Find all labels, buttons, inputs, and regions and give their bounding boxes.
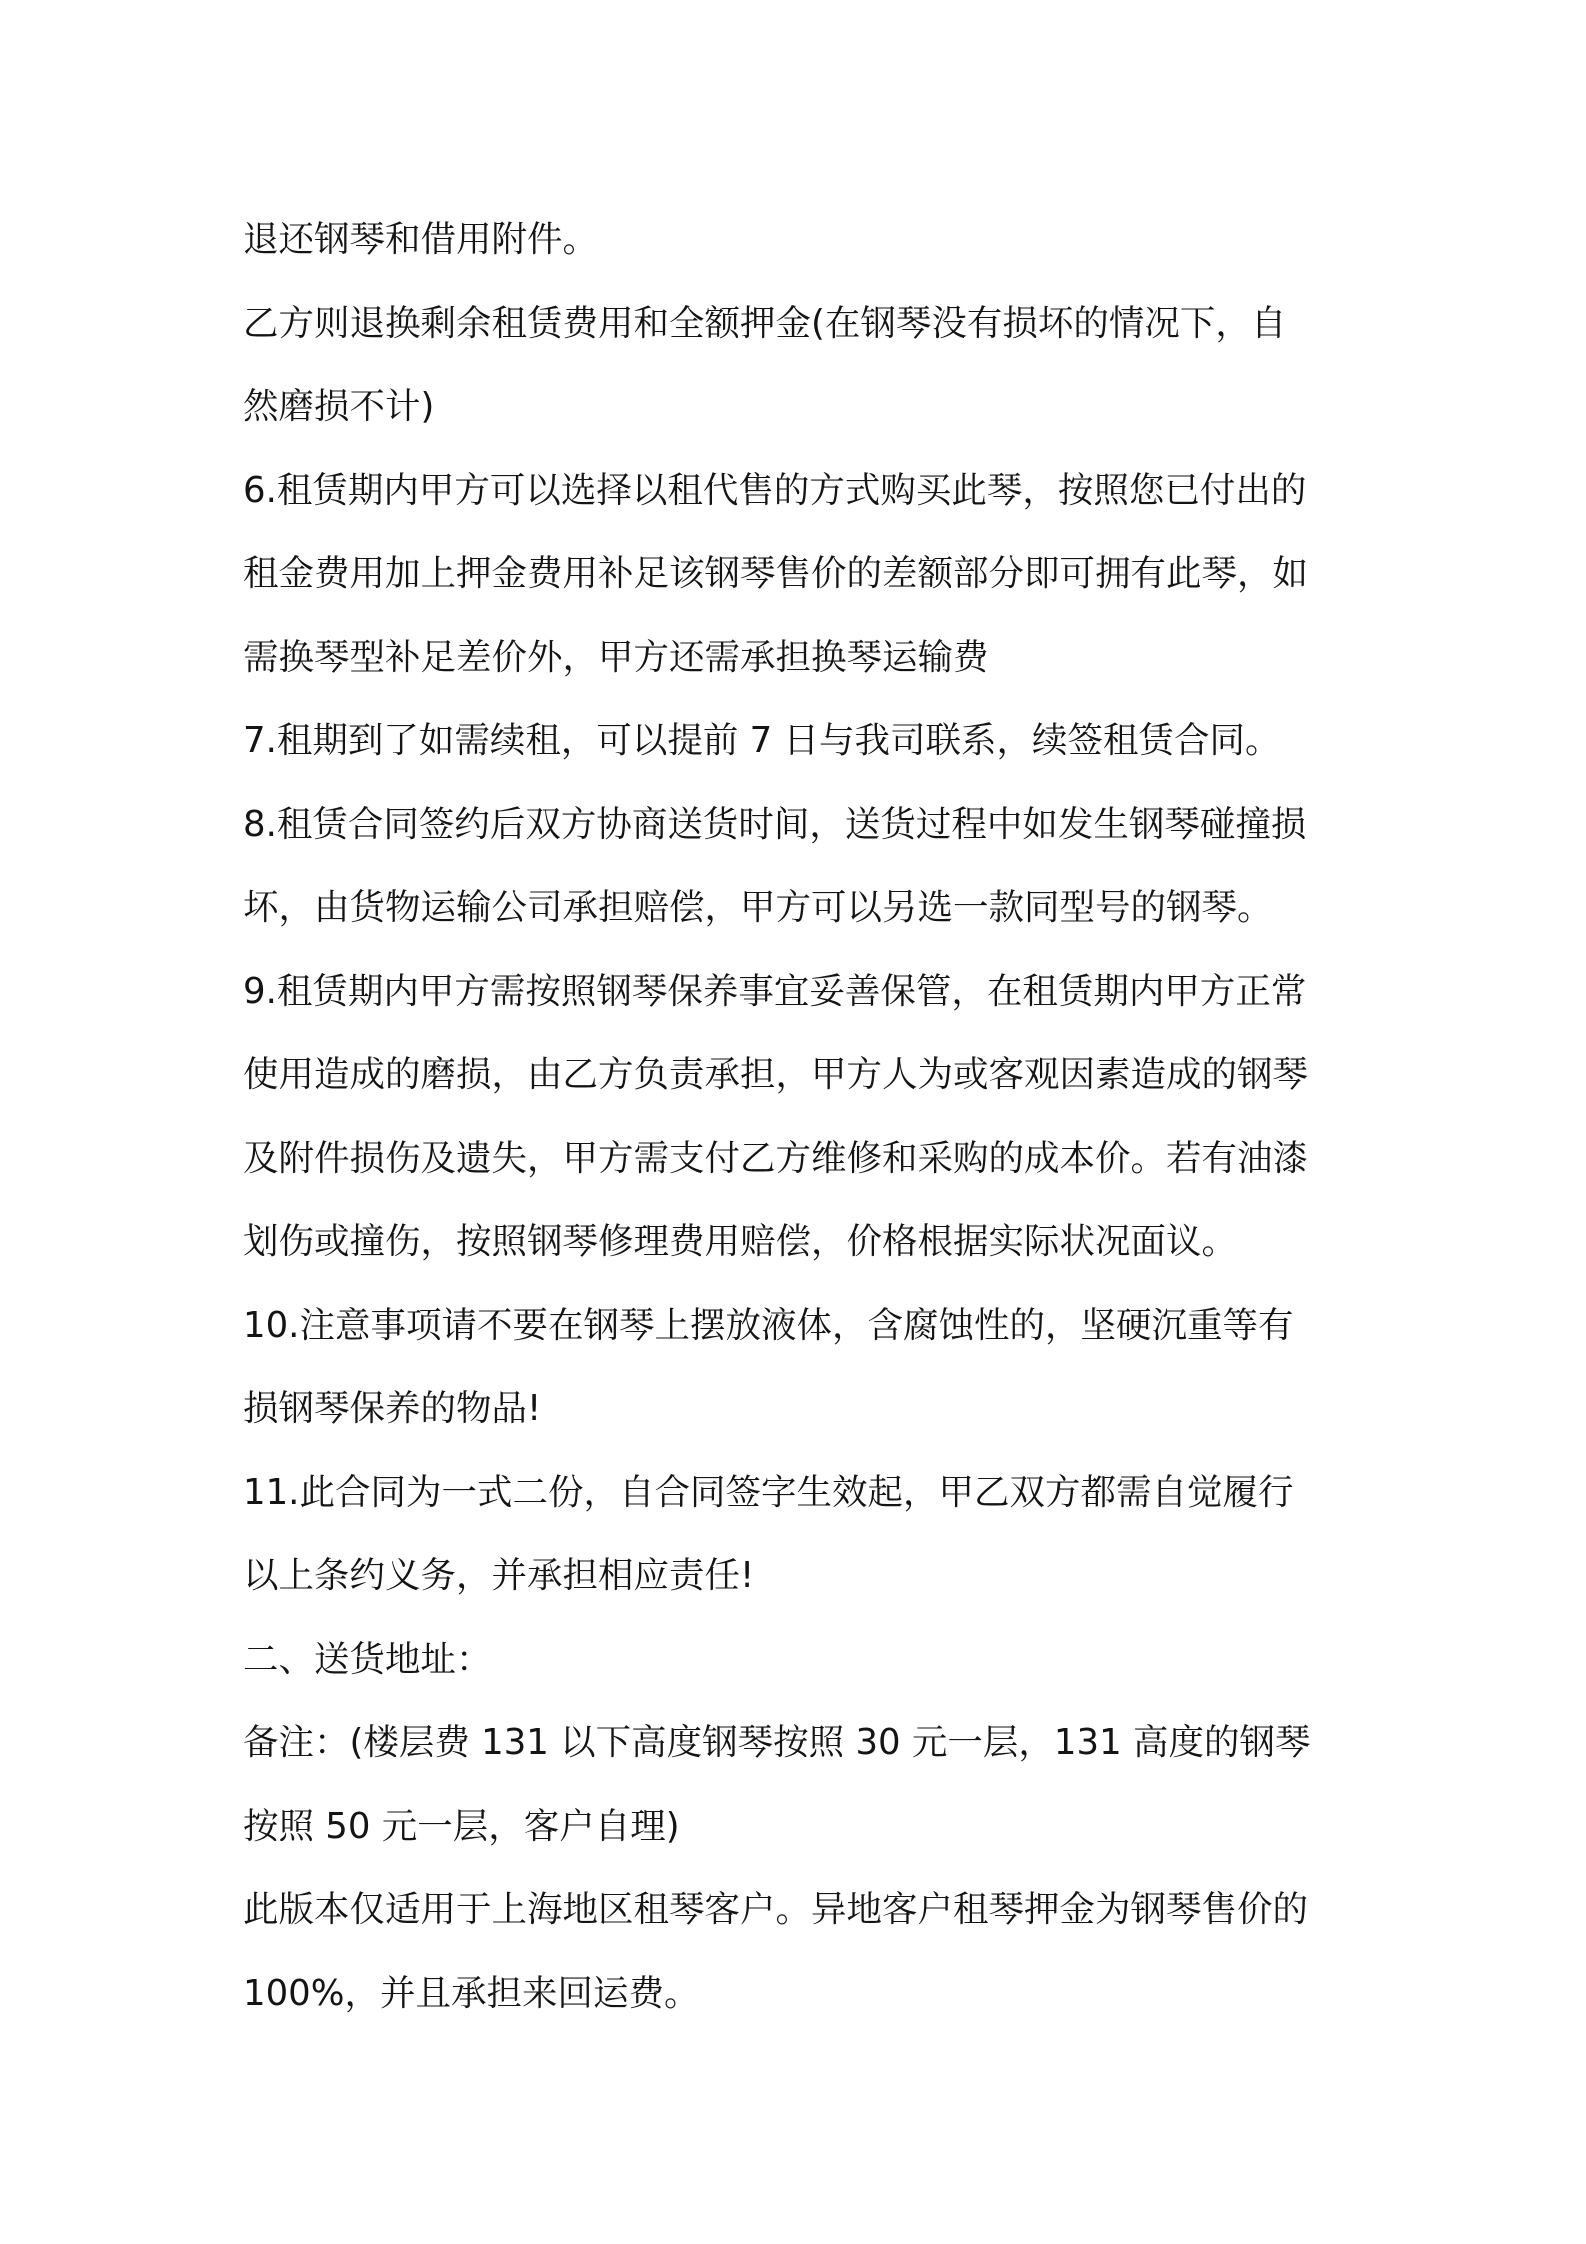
document-body [243, 198, 1358, 2035]
text-line: 退还钢琴和借用附件。 [243, 219, 599, 260]
text-line: 以上条约义务，并承担相应责任! [243, 1555, 755, 1596]
section-heading: 二、送货地址： [243, 1638, 492, 1680]
text-line: 乙方则退换剩余租赁费用和全额押金(在钢琴没有损坏的情况下，自 [243, 302, 1287, 344]
text-line: 租金费用加上押金费用补足该钢琴售价的差额部分即可拥有此琴，如 [243, 553, 1309, 594]
text-line: 8.租赁合同签约后双方协商送货时间，送货过程中如发生钢琴碰撞损 [243, 803, 1307, 845]
text-line: 7.租期到了如需续租，可以提前 7 日与我司联系，续签租赁合同。 [243, 720, 1281, 761]
text-line: 10.注意事项请不要在钢琴上摆放液体，含腐蚀性的，坚硬沉重等有 [243, 1304, 1294, 1346]
text-line: 需换琴型补足差价外，甲方还需承担换琴运输费 [243, 636, 989, 678]
text-line: 9.租赁期内甲方需按照钢琴保养事宜妥善保管，在租赁期内甲方正常 [243, 970, 1307, 1012]
text-line: 100%，并且承担来回运费。 [243, 1972, 700, 2014]
text-line: 备注：(楼层费 131 以下高度钢琴按照 30 元一层，131 高度的钢琴 [243, 1722, 1311, 1763]
text-line: 11.此合同为一式二份，自合同签字生效起，甲乙双方都需自觉履行 [243, 1471, 1294, 1513]
text-line: 划伤或撞伤，按照钢琴修理费用赔偿，价格根据实际状况面议。 [243, 1221, 1238, 1262]
text-line: 坏，由货物运输公司承担赔偿，甲方可以另选一款同型号的钢琴。 [243, 887, 1273, 928]
text-line: 使用造成的磨损，由乙方负责承担，甲方人为或客观因素造成的钢琴 [243, 1054, 1309, 1095]
text-line: 及附件损伤及遗失，甲方需支付乙方维修和采购的成本价。若有油漆 [243, 1137, 1309, 1179]
text-line: 6.租赁期内甲方可以选择以租代售的方式购买此琴，按照您已付出的 [243, 469, 1307, 511]
text-line: 此版本仅适用于上海地区租琴客户。异地客户租琴押金为钢琴售价的 [243, 1889, 1309, 1930]
text-line: 按照 50 元一层，客户自理) [243, 1805, 680, 1847]
text-line: 损钢琴保养的物品! [243, 1388, 542, 1429]
text-line: 然磨损不计) [243, 386, 435, 427]
